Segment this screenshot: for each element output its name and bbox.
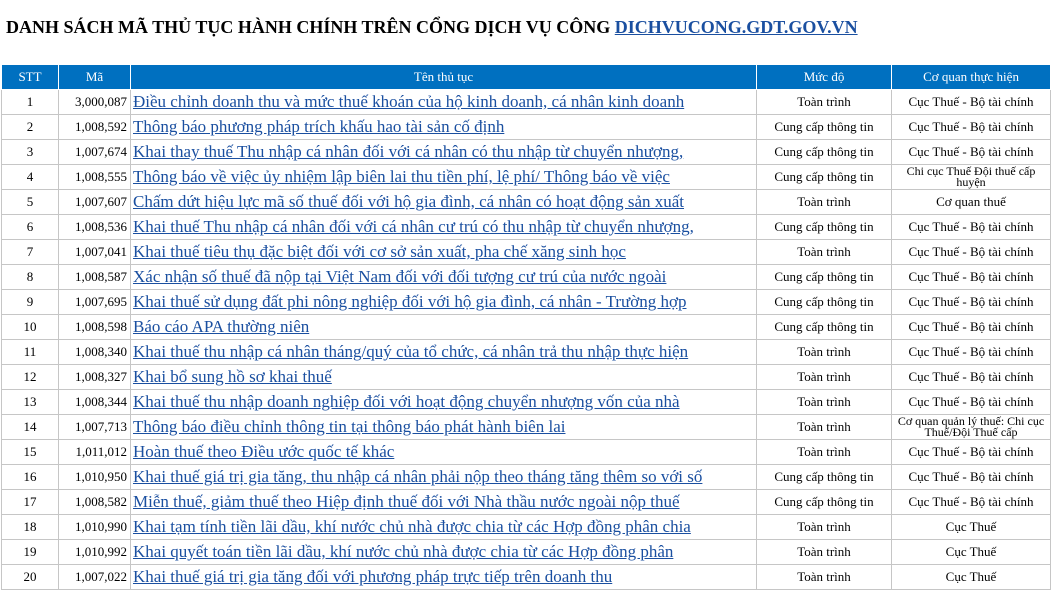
cell-ma: 1,010,950: [59, 465, 131, 490]
table-row: [2, 215, 1051, 240]
table-row: [2, 290, 1051, 315]
cell-stt: 10: [2, 315, 59, 340]
procedure-table: [1, 64, 1051, 590]
cell-ma: 1,010,992: [59, 540, 131, 565]
cell-cq: Cục Thuế - Bộ tài chính: [892, 140, 1051, 165]
cell-muc: Cung cấp thông tin: [757, 465, 892, 490]
cell-muc: Cung cấp thông tin: [757, 115, 892, 140]
cell-stt: 8: [2, 265, 59, 290]
cell-ten: [131, 140, 757, 165]
cell-ten: [131, 215, 757, 240]
table-row: [2, 115, 1051, 140]
table-row: [2, 265, 1051, 290]
cell-ten: [131, 165, 757, 190]
table-header-row: [2, 65, 1051, 90]
table-row: [2, 490, 1051, 515]
cell-stt: 12: [2, 365, 59, 390]
cell-muc: Toàn trình: [757, 240, 892, 265]
table-row: [2, 165, 1051, 190]
cell-cq: Cục Thuế: [892, 540, 1051, 565]
procedure-link[interactable]: Khai thuế Thu nhập cá nhân đối với cá nhân cư trú có thu nhập từ chuyển nhượng,: [133, 217, 694, 236]
table-row: [2, 540, 1051, 565]
procedure-link[interactable]: Xác nhận số thuế đã nộp tại Việt Nam đối với đối tượng cư trú của nước ngoài: [133, 267, 667, 286]
cell-ma: 1,011,012: [59, 440, 131, 465]
cell-cq: Cục Thuế - Bộ tài chính: [892, 90, 1051, 115]
cell-ma: 1,008,340: [59, 340, 131, 365]
cell-muc: Toàn trình: [757, 340, 892, 365]
cell-stt: 1: [2, 90, 59, 115]
cell-muc: Toàn trình: [757, 190, 892, 215]
procedure-link[interactable]: Thông báo về việc ủy nhiệm lập biên lai thu tiền phí, lệ phí/ Thông báo về việc: [133, 167, 670, 186]
cell-stt: 13: [2, 390, 59, 415]
cell-stt: 11: [2, 340, 59, 365]
cell-muc: Cung cấp thông tin: [757, 490, 892, 515]
cell-ten: [131, 465, 757, 490]
table-row: [2, 565, 1051, 590]
procedure-link[interactable]: Khai bổ sung hồ sơ khai thuế: [133, 367, 332, 386]
cell-cq: Cục Thuế - Bộ tài chính: [892, 315, 1051, 340]
cell-ten: [131, 565, 757, 590]
cell-cq: Cục Thuế - Bộ tài chính: [892, 340, 1051, 365]
table-row: [2, 515, 1051, 540]
cell-cq: Cục Thuế - Bộ tài chính: [892, 290, 1051, 315]
cell-ten: [131, 315, 757, 340]
cell-ma: 1,010,990: [59, 515, 131, 540]
cell-stt: 9: [2, 290, 59, 315]
cell-ma: 1,008,344: [59, 390, 131, 415]
cell-stt: 17: [2, 490, 59, 515]
procedure-link[interactable]: Khai thuế thu nhập cá nhân tháng/quý của tổ chức, cá nhân trả thu nhập thực hiện: [133, 342, 689, 361]
cell-muc: Cung cấp thông tin: [757, 290, 892, 315]
cell-ten: [131, 390, 757, 415]
procedure-link[interactable]: Chấm dứt hiệu lực mã số thuế đối với hộ gia đình, cá nhân có hoạt động sản xuất: [133, 192, 685, 211]
cell-muc: Cung cấp thông tin: [757, 315, 892, 340]
cell-cq: Cơ quan quản lý thuế: Chi cục Thuế/Đội Thuế cấp: [892, 415, 1051, 440]
cell-ma: 1,008,327: [59, 365, 131, 390]
procedure-link[interactable]: Điều chỉnh doanh thu và mức thuế khoán của hộ kinh doanh, cá nhân kinh doanh: [133, 92, 685, 111]
cell-ma: 1,008,592: [59, 115, 131, 140]
cell-ma: 1,007,607: [59, 190, 131, 215]
cell-muc: Cung cấp thông tin: [757, 215, 892, 240]
cell-muc: Toàn trình: [757, 90, 892, 115]
table-row: [2, 140, 1051, 165]
table-row: [2, 415, 1051, 440]
table-row: [2, 90, 1051, 115]
cell-stt: 14: [2, 415, 59, 440]
cell-ten: [131, 340, 757, 365]
cell-ma: 1,008,598: [59, 315, 131, 340]
cell-stt: 5: [2, 190, 59, 215]
cell-ten: [131, 90, 757, 115]
portal-link[interactable]: DICHVUCONG.GDT.GOV.VN: [614, 17, 858, 37]
cell-cq: Cục Thuế - Bộ tài chính: [892, 365, 1051, 390]
cell-ten: [131, 490, 757, 515]
table-row: [2, 240, 1051, 265]
page-title-text: DANH SÁCH MÃ THỦ TỤC HÀNH CHÍNH TRÊN CỔNG DỊCH VỤ CÔNG: [6, 17, 611, 37]
cell-ten: [131, 415, 757, 440]
cell-cq: Cục Thuế - Bộ tài chính: [892, 465, 1051, 490]
table-row: [2, 465, 1051, 490]
cell-ten: [131, 440, 757, 465]
table-row: [2, 315, 1051, 340]
cell-stt: 3: [2, 140, 59, 165]
cell-ten: [131, 290, 757, 315]
cell-muc: Toàn trình: [757, 540, 892, 565]
header-stt: STT: [2, 65, 59, 90]
procedure-link[interactable]: Khai thuế giá trị gia tăng đối với phương pháp trực tiếp trên doanh thu: [133, 567, 613, 586]
cell-ma: 1,008,555: [59, 165, 131, 190]
cell-muc: Toàn trình: [757, 440, 892, 465]
procedure-link[interactable]: Khai thuế thu nhập doanh nghiệp đối với hoạt động chuyển nhượng vốn của nhà: [133, 392, 680, 411]
cell-cq: Cục Thuế - Bộ tài chính: [892, 215, 1051, 240]
procedure-link[interactable]: Khai thuế tiêu thụ đặc biệt đối với cơ sở sản xuất, pha chế xăng sinh học: [133, 242, 626, 261]
table-row: [2, 390, 1051, 415]
table-row: [2, 365, 1051, 390]
procedure-link[interactable]: Khai quyết toán tiền lãi dầu, khí nước chủ nhà được chia từ các Hợp đồng phân: [133, 542, 674, 561]
cell-muc: Cung cấp thông tin: [757, 165, 892, 190]
cell-ten: [131, 540, 757, 565]
page-title: [0, 0, 1051, 64]
header-cq: Cơ quan thực hiện: [892, 65, 1051, 90]
cell-muc: Cung cấp thông tin: [757, 265, 892, 290]
cell-stt: 18: [2, 515, 59, 540]
cell-muc: Toàn trình: [757, 565, 892, 590]
cell-ten: [131, 190, 757, 215]
cell-ma: 1,008,587: [59, 265, 131, 290]
procedure-link[interactable]: Miễn thuế, giảm thuế theo Hiệp định thuế đối với Nhà thầu nước ngoài nộp thuế: [133, 492, 680, 511]
cell-ma: 1,008,536: [59, 215, 131, 240]
procedure-link[interactable]: Hoàn thuế theo Điều ước quốc tế khác: [133, 442, 395, 461]
cell-cq: Cục Thuế - Bộ tài chính: [892, 390, 1051, 415]
cell-ma: 1,007,674: [59, 140, 131, 165]
cell-muc: Toàn trình: [757, 365, 892, 390]
table-row: [2, 440, 1051, 465]
table-row: [2, 340, 1051, 365]
cell-muc: Toàn trình: [757, 390, 892, 415]
cell-cq: Cơ quan thuế: [892, 190, 1051, 215]
cell-cq: Cục Thuế - Bộ tài chính: [892, 265, 1051, 290]
procedure-link[interactable]: Khai thay thuế Thu nhập cá nhân đối với cá nhân có thu nhập từ chuyển nhượng,: [133, 142, 684, 161]
cell-stt: 4: [2, 165, 59, 190]
cell-stt: 6: [2, 215, 59, 240]
cell-ten: [131, 115, 757, 140]
cell-stt: 20: [2, 565, 59, 590]
cell-muc: Toàn trình: [757, 415, 892, 440]
procedure-link[interactable]: Khai tạm tính tiền lãi dầu, khí nước chủ nhà được chia từ các Hợp đồng phân chia: [133, 517, 691, 536]
cell-cq: Cục Thuế - Bộ tài chính: [892, 490, 1051, 515]
cell-ma: 1,007,695: [59, 290, 131, 315]
cell-cq: Cục Thuế: [892, 565, 1051, 590]
procedure-link[interactable]: Khai thuế sử dụng đất phi nông nghiệp đối với hộ gia đình, cá nhân - Trường hợp: [133, 292, 687, 311]
cell-ten: [131, 265, 757, 290]
cell-ma: 1,007,041: [59, 240, 131, 265]
table-row: [2, 190, 1051, 215]
cell-stt: 2: [2, 115, 59, 140]
cell-muc: Toàn trình: [757, 515, 892, 540]
cell-cq: Cục Thuế - Bộ tài chính: [892, 440, 1051, 465]
cell-stt: 15: [2, 440, 59, 465]
cell-ten: [131, 240, 757, 265]
header-ma: Mã: [59, 65, 131, 90]
cell-ma: 1,007,713: [59, 415, 131, 440]
cell-stt: 7: [2, 240, 59, 265]
cell-ten: [131, 515, 757, 540]
cell-stt: 19: [2, 540, 59, 565]
cell-cq: Chi cục Thuế Đội thuế cấp huyện: [892, 165, 1051, 190]
cell-ma: 1,008,582: [59, 490, 131, 515]
header-ten: Tên thủ tục: [131, 65, 757, 90]
cell-cq: Cục Thuế - Bộ tài chính: [892, 240, 1051, 265]
cell-cq: Cục Thuế: [892, 515, 1051, 540]
cell-cq: Cục Thuế - Bộ tài chính: [892, 115, 1051, 140]
procedure-link[interactable]: Báo cáo APA thường niên: [133, 317, 310, 336]
procedure-link[interactable]: Thông báo điều chỉnh thông tin tại thông báo phát hành biên lai: [133, 417, 566, 436]
procedure-link[interactable]: Thông báo phương pháp trích khấu hao tài sản cố định: [133, 117, 505, 136]
header-muc: Mức độ: [757, 65, 892, 90]
cell-ma: 1,007,022: [59, 565, 131, 590]
cell-ten: [131, 365, 757, 390]
cell-ma: 3,000,087: [59, 90, 131, 115]
procedure-link[interactable]: Khai thuế giá trị gia tăng, thu nhập cá nhân phải nộp theo tháng tăng thêm so với số: [133, 467, 703, 486]
cell-stt: 16: [2, 465, 59, 490]
cell-muc: Cung cấp thông tin: [757, 140, 892, 165]
